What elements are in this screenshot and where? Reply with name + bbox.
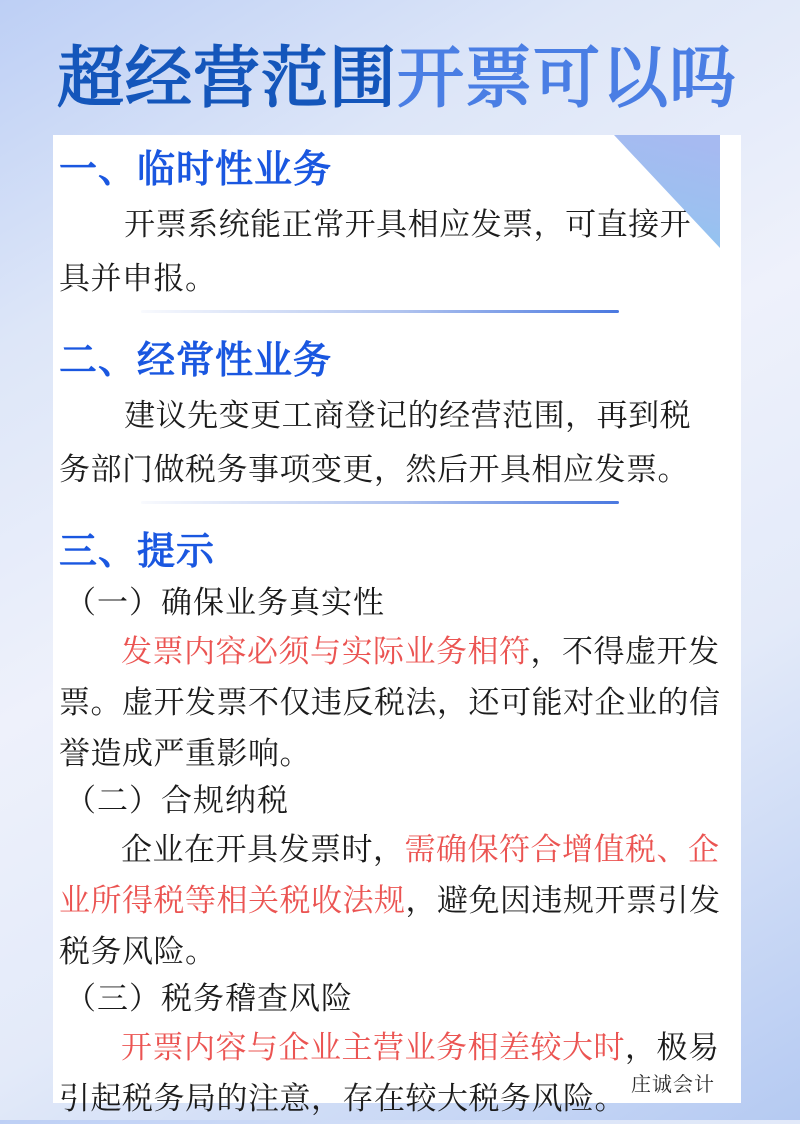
content-card bbox=[53, 135, 741, 1116]
highlighted-text: 发票内容必须与实际业务相符 bbox=[121, 634, 531, 669]
section-body-regular-business: 建议先变更工商登记的经营范围，再到税务部门做税务事项变更，然后开具相应发票。 bbox=[59, 398, 692, 487]
normal-text: ，避免因违规开票引发税务风险。 bbox=[59, 883, 721, 969]
section-divider bbox=[141, 501, 619, 504]
watermark-brand: 庄诚会计 bbox=[631, 1074, 715, 1096]
page-title-dark-part: 超经营范围 bbox=[57, 41, 397, 116]
tip-paragraph-compliance bbox=[59, 824, 721, 977]
section-heading-regular-business: 二、经常性业务 bbox=[59, 340, 333, 382]
tips-block bbox=[59, 583, 719, 1124]
section-divider bbox=[141, 310, 619, 313]
tip-label-authenticity: （一）确保业务真实性 bbox=[65, 585, 385, 620]
tip-item-compliance bbox=[59, 781, 719, 977]
tip-paragraph-authenticity bbox=[59, 626, 721, 779]
tip-label-compliance: （二）合规纳税 bbox=[65, 783, 289, 818]
tip-item-authenticity bbox=[59, 583, 719, 779]
normal-text: ，不得虚开发票。虚开发票不仅违反税法，还可能对企业的信誉造成严重影响。 bbox=[59, 634, 721, 771]
page-title-light-part: 开票可以吗 bbox=[397, 41, 737, 116]
highlighted-text: 需确保符合增值税、企业所得税等相关税收法规 bbox=[59, 832, 720, 918]
tip-item-audit-risk bbox=[59, 979, 719, 1124]
tip-paragraph-audit-risk bbox=[59, 1022, 721, 1124]
page-title bbox=[57, 36, 757, 122]
tip-label-audit-risk: （三）税务稽查风险 bbox=[65, 981, 353, 1016]
highlighted-text: 开票内容与企业主营业务相差较大时 bbox=[121, 1030, 625, 1065]
normal-text: ，极易引起税务局的注意，存在较大税务风险。 bbox=[59, 1030, 720, 1116]
normal-text: 企业在开具发票时， bbox=[121, 832, 405, 867]
section-heading-tips: 三、提示 bbox=[59, 531, 216, 573]
section-heading-temporary-business: 一、临时性业务 bbox=[59, 149, 333, 191]
section-body-temporary-business: 开票系统能正常开具相应发票，可直接开具并申报。 bbox=[59, 207, 692, 296]
